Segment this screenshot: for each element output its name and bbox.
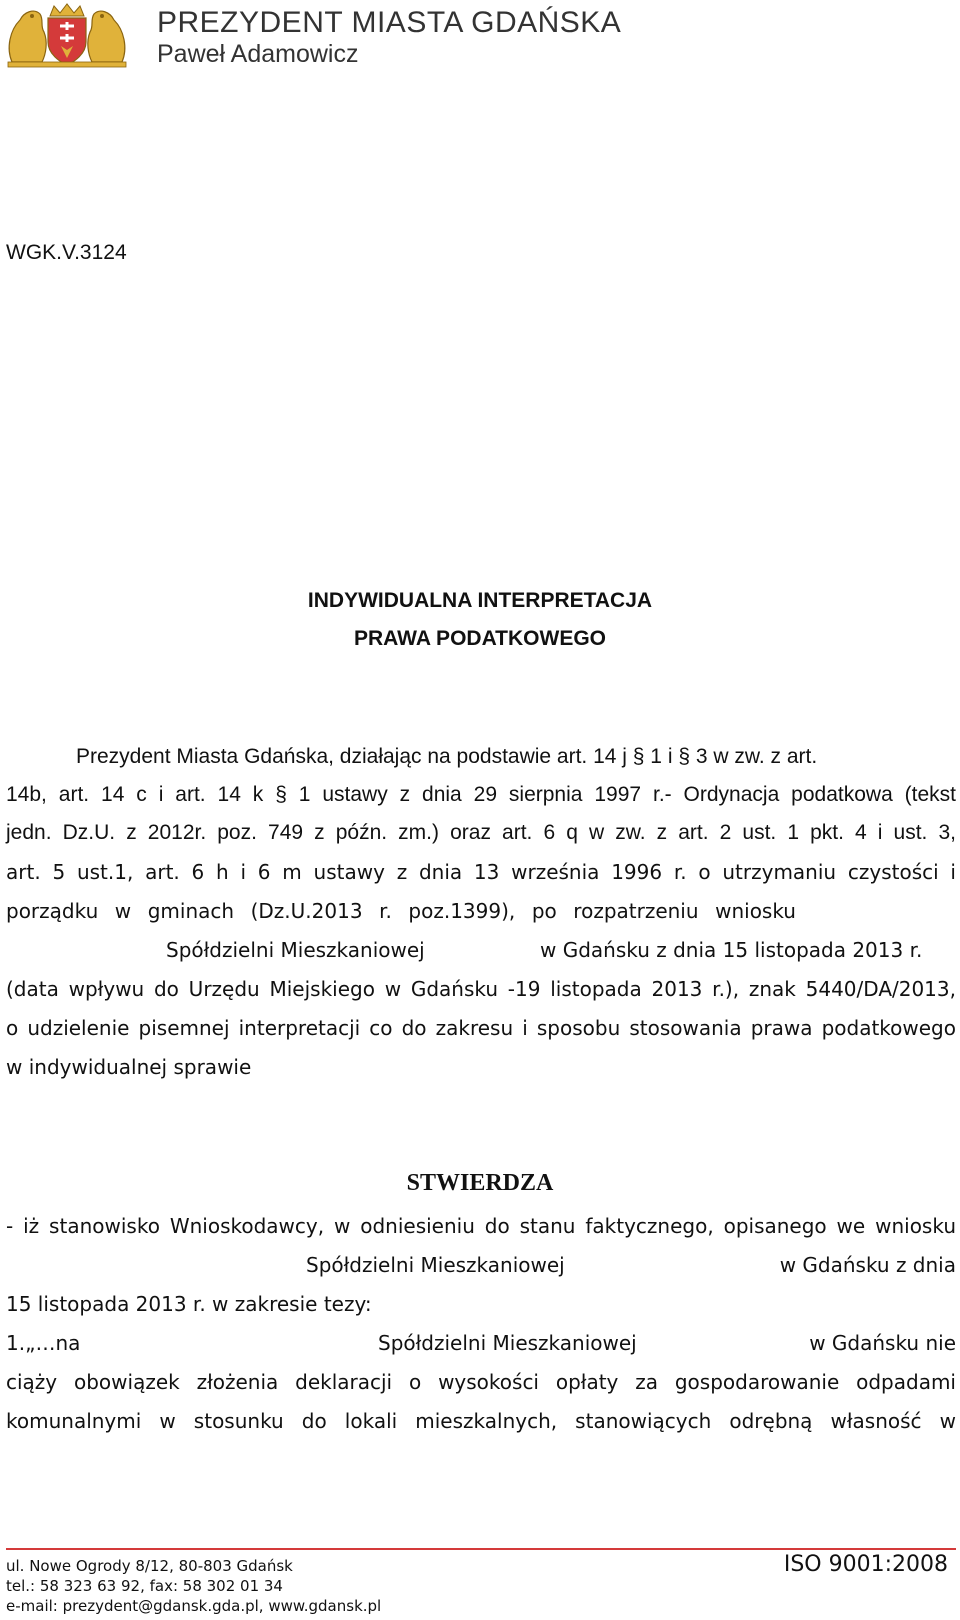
decision-line-1: - iż stanowisko Wnioskodawcy, w odniesieniu do stanu faktycznego, opisanego we wniosku — [6, 1214, 956, 1238]
decision-line-6: komunalnymi w stosunku do lokali mieszkalnych, stanowiących odrębną własność w — [6, 1409, 956, 1433]
gdansk-coat-of-arms-icon — [4, 2, 130, 68]
document-title: INDYWIDUALNA INTERPRETACJA — [307, 589, 653, 612]
decision-line-5: ciąży obowiązek złożenia deklaracji o wysokości opłaty za gospodarowanie odpadami — [6, 1370, 956, 1394]
decision-line-3: 15 listopada 2013 r. w zakresie tezy: — [6, 1292, 372, 1316]
document-subtitle: PRAWA PODATKOWEGO — [354, 627, 606, 650]
body-line-3: jedn. Dz.U. z 2012r. poz. 749 z późn. zm.) oraz art. 6 q w zw. z art. 2 ust. 1 pkt. 4 i ust. 3, — [6, 821, 956, 844]
decision-line-2-date: w Gdańsku z dnia — [779, 1253, 956, 1277]
header-title: PREZYDENT MIASTA GDAŃSKA — [157, 6, 622, 39]
decision-line-2-name: Spółdzielni Mieszkaniowej — [306, 1253, 565, 1277]
spoldzielnia-name: Spółdzielni Mieszkaniowej — [166, 938, 425, 962]
footer-phone: tel.: 58 323 63 92, fax: 58 302 01 34 — [6, 1577, 283, 1595]
body-line-4: art. 5 ust.1, art. 6 h i 6 m ustawy z dnia 13 września 1996 r. o utrzymaniu czystości i — [6, 860, 956, 884]
body-line-8: w indywidualnej sprawie — [6, 1055, 252, 1079]
decision-line-4-end: w Gdańsku nie — [809, 1331, 956, 1355]
header-subtitle: Paweł Adamowicz — [157, 40, 359, 68]
decision-line-4-name: Spółdzielni Mieszkaniowej — [378, 1331, 637, 1355]
footer-address: ul. Nowe Ogrody 8/12, 80-803 Gdańsk — [6, 1557, 293, 1575]
body-line-7: o udzielenie pisemnej interpretacji co do zakresu i sposobu stosowania prawa podatkowego — [6, 1016, 956, 1040]
body-line-6: (data wpływu do Urzędu Miejskiego w Gdańsku -19 listopada 2013 r.), znak 5440/DA/2013, — [6, 977, 956, 1001]
body-line-5: porządku w gminach (Dz.U.2013 r. poz.1399), po rozpatrzeniu wniosku — [6, 899, 796, 923]
body-line-2: 14b, art. 14 c i art. 14 k § 1 ustawy z dnia 29 sierpnia 1997 r.- Ordynacja podatkowa (tekst — [6, 783, 956, 806]
decision-line-4-start: 1.„…na — [6, 1331, 81, 1355]
case-signature: WGK.V.3124 — [6, 241, 127, 264]
body-line-1: Prezydent Miasta Gdańska, działając na podstawie art. 14 j § 1 i § 3 w zw. z art. — [76, 745, 818, 768]
footer-iso-badge: ISO 9001:2008 — [783, 1552, 948, 1577]
stwierdza-heading: STWIERDZA — [406, 1170, 554, 1196]
spoldzielnia-date: w Gdańsku z dnia 15 listopada 2013 r. — [540, 938, 923, 962]
footer-divider — [6, 1548, 956, 1550]
footer-email: e-mail: prezydent@gdansk.gda.pl, www.gdansk.pl — [6, 1597, 382, 1615]
